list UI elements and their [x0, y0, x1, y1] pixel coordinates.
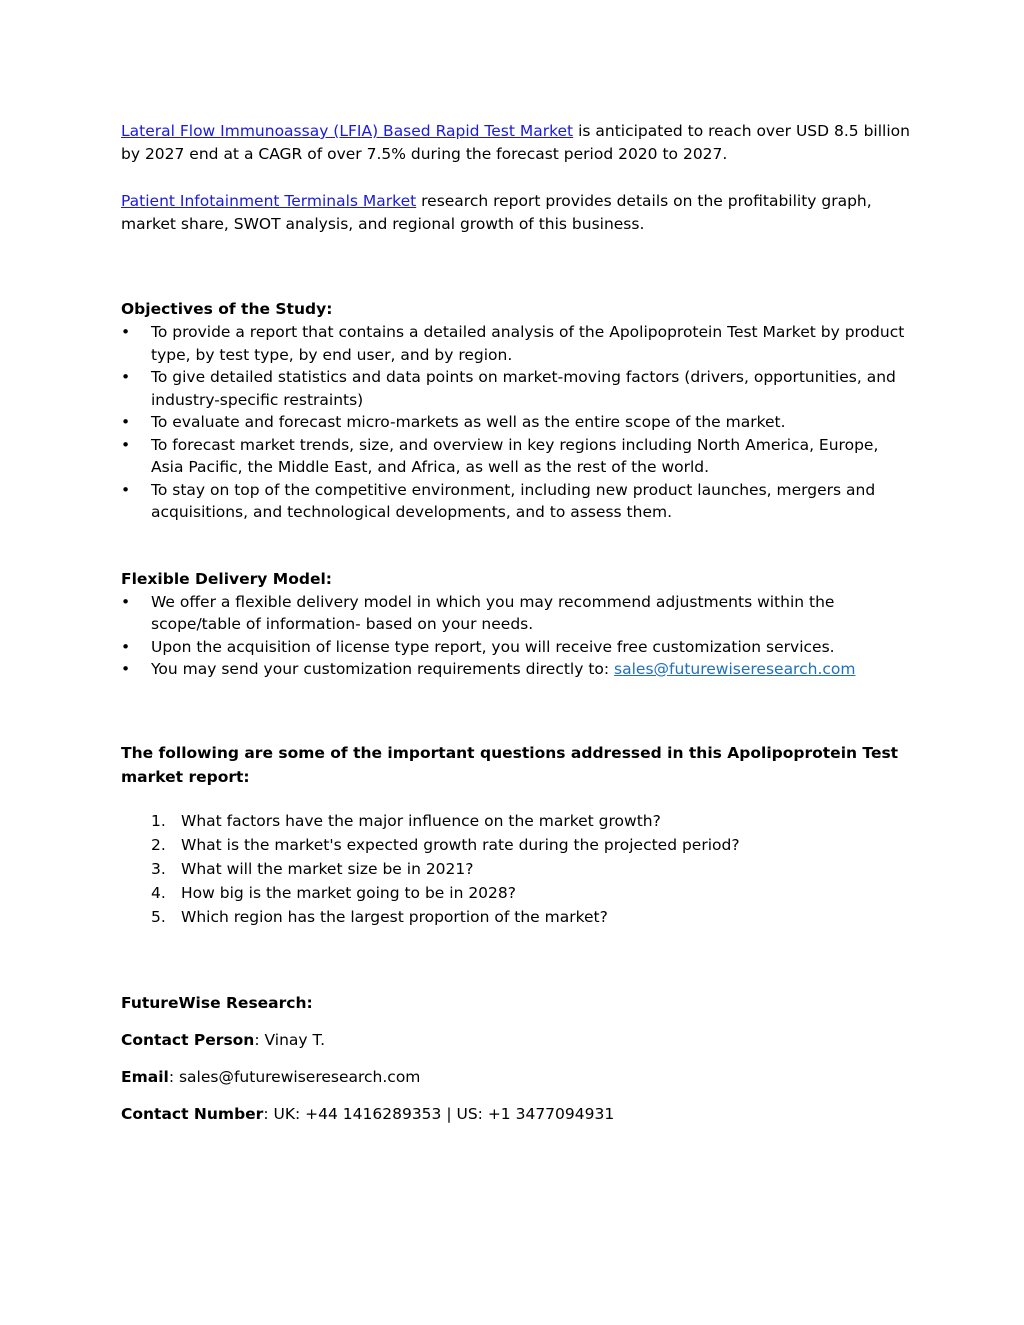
contact-person-label: Contact Person — [121, 1030, 255, 1049]
contact-number-line — [121, 1103, 911, 1126]
company-heading: FutureWise Research: — [121, 993, 313, 1012]
bullet-icon: • — [121, 480, 131, 499]
contact-email-label: Email — [121, 1067, 169, 1086]
objective-text: To give detailed statistics and data points on market-moving factors (drivers, opportunities, and industry-specific restraints) — [151, 368, 896, 409]
objective-item — [121, 366, 911, 411]
objective-item — [121, 434, 911, 479]
delivery-item — [121, 658, 911, 681]
intro-paragraph-1 — [121, 120, 911, 166]
delivery-list — [121, 591, 911, 681]
delivery-text: You may send your customization requirements directly to: — [151, 660, 615, 678]
questions-heading: The following are some of the important questions addressed in this Apolipoprotein Test market report: — [121, 743, 899, 786]
question-text: How big is the market going to be in 2028? — [181, 884, 516, 903]
bullet-icon: • — [121, 660, 131, 678]
question-item — [121, 809, 911, 833]
bullet-icon: • — [121, 592, 131, 611]
question-number: 4. — [151, 884, 166, 903]
question-number: 2. — [151, 835, 166, 854]
sales-email-link[interactable]: sales@futurewiseresearch.com — [614, 660, 856, 678]
contact-number-label: Contact Number — [121, 1104, 264, 1123]
question-item — [121, 857, 911, 881]
intro-paragraph-2 — [121, 190, 911, 236]
bullet-icon: • — [121, 637, 131, 656]
intro-paragraph-2-text: research report provides details on the profitability graph, market share, SWOT analysis, and regional growth of this business. — [121, 192, 872, 233]
questions-list — [121, 809, 911, 930]
question-number: 5. — [151, 908, 166, 927]
contact-person-value: : Vinay T. — [254, 1030, 326, 1049]
contact-person-line — [121, 1029, 911, 1052]
objective-item — [121, 479, 911, 524]
contact-number-value: : UK: +44 1416289353 | US: +1 3477094931 — [263, 1104, 615, 1123]
delivery-heading: Flexible Delivery Model: — [121, 569, 332, 588]
lfia-market-link[interactable]: Lateral Flow Immunoassay (LFIA) Based Rapid Test Market — [121, 122, 574, 140]
contact-email-value: : sales@futurewiseresearch.com — [168, 1067, 421, 1086]
delivery-item — [121, 591, 911, 636]
delivery-item — [121, 636, 911, 659]
delivery-text: We offer a flexible delivery model in which you may recommend adjustments within the scope/table of information- based on your needs. — [151, 592, 835, 633]
question-item — [121, 833, 911, 857]
objectives-list — [121, 321, 911, 524]
objective-item — [121, 321, 911, 366]
bullet-icon: • — [121, 413, 131, 431]
question-text: What is the market's expected growth rate during the projected period? — [181, 835, 740, 854]
contact-email-line — [121, 1066, 911, 1089]
objective-text: To evaluate and forecast micro-markets as well as the entire scope of the market. — [151, 413, 786, 431]
bullet-icon: • — [121, 368, 131, 386]
question-text: Which region has the largest proportion of the market? — [181, 908, 608, 927]
question-number: 1. — [151, 811, 166, 830]
delivery-text: Upon the acquisition of license type report, you will receive free customization services. — [151, 637, 835, 656]
bullet-icon: • — [121, 435, 131, 454]
question-item — [121, 881, 911, 905]
objective-text: To stay on top of the competitive environment, including new product launches, mergers and acquisitions, and technological developments, and to assess them. — [151, 480, 876, 521]
intro-paragraph-1-text: is anticipated to reach over USD 8.5 billion by 2027 end at a CAGR of over 7.5% during the forecast period 2020 to 2027. — [121, 122, 910, 163]
patient-infotainment-link[interactable]: Patient Infotainment Terminals Market — [121, 192, 417, 210]
question-text: What will the market size be in 2021? — [181, 859, 474, 878]
question-item — [121, 905, 911, 929]
question-text: What factors have the major influence on the market growth? — [181, 811, 661, 830]
objectives-heading: Objectives of the Study: — [121, 300, 333, 318]
objective-text: To forecast market trends, size, and overview in key regions including North America, Europe, Asia Pacific, the Middle East, and Africa, as well as the rest of the world. — [151, 435, 879, 476]
objective-item — [121, 411, 911, 434]
objective-text: To provide a report that contains a detailed analysis of the Apolipoprotein Test Market by product type, by test type, by end user, and by region. — [151, 323, 905, 364]
document-content — [121, 120, 911, 1126]
bullet-icon: • — [121, 323, 131, 341]
question-number: 3. — [151, 859, 166, 878]
